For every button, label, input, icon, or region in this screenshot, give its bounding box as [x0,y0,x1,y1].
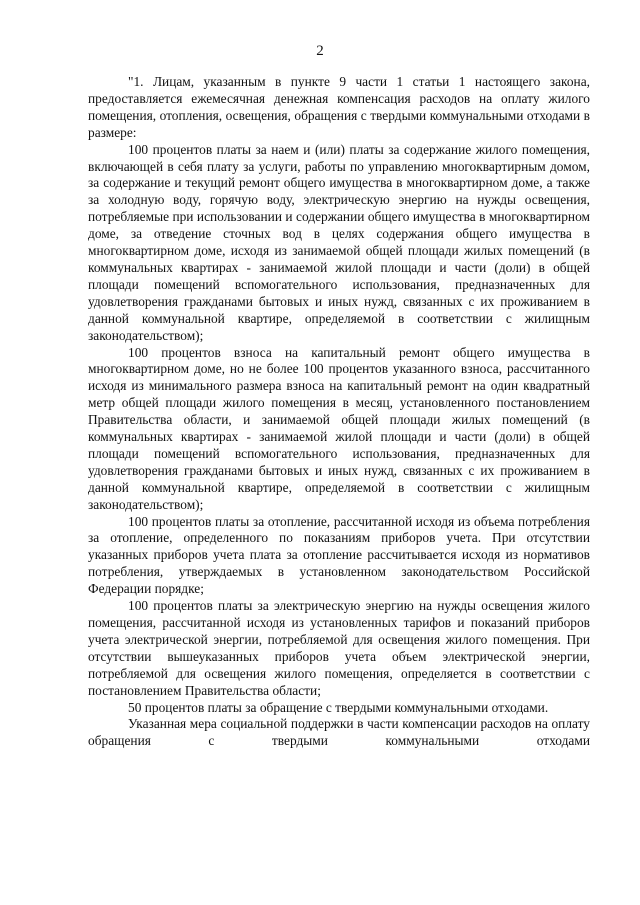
page-number: 2 [316,43,324,59]
paragraph-continued: Указанная мера социальной поддержки в части компенсации расходов на оплату обращения с твердыми коммунальными отходами [88,716,590,749]
document-body [88,74,590,750]
paragraph-waste: 50 процентов платы за обращение с твердыми коммунальными отходами. [128,699,549,715]
paragraph-housing-fee: 100 процентов платы за наем и (или) платы за содержание жилого помещения, включающей в себя плату за услуги, работы по управлению многоквартирным домом, за содержание и текущий ремонт общего имущества в многоквартирном доме, а также за холодную воду, горячую воду, электрическую энергию на нужды освещения, потребляемые при использовании и содержании общего имущества в многоквартирном доме, за отведение сточных вод в целях содержания общего имущества в многоквартирном доме, исходя из занимаемой общей площади жилых помещений (в коммунальных квартирах - занимаемой жилой площади и части (доли) в общей площади помещений вспомогательного использования, предназначенных для удовлетворения гражданами бытовых и иных нужд, связанных с их проживанием в данной коммунальной квартире, определяемой в соответствии с жилищным законодательством); [88,141,590,343]
paragraph-capital-repair: 100 процентов взноса на капитальный ремонт общего имущества в многоквартирном доме, но не более 100 процентов указанного взноса, рассчитанного исходя из минимального размера взноса на капитальный ремонт на один квадратный метр общей площади жилого помещения в месяц, установленного постановлением Правительства области, и занимаемой общей площади жилых помещений (в коммунальных квартирах - занимаемой жилой площади и части (доли) в общей площади помещений вспомогательного использования, предназначенных для удовлетворения гражданами бытовых и иных нужд, связанных с их проживанием в данной коммунальной квартире, определяемой в соответствии с жилищным законодательством); [88,344,590,512]
paragraph-electricity: 100 процентов платы за электрическую энергию на нужды освещения жилого помещения, рассчитанной исходя из установленных тарифов и показаний приборов учета электрической энергии, потребляемой для освещения жилого помещения. При отсутствии вышеуказанных приборов учета объем электрической энергии, потребляемой для освещения жилого помещения, определяется в соответствии с постановлением Правительства области; [88,598,590,698]
paragraph-intro: "1. Лицам, указанным в пункте 9 части 1 статьи 1 настоящего закона, предоставляется ежемесячная денежная компенсация расходов на оплату жилого помещения, отопления, освещения, обращения с твердыми коммунальными отходами в размере: [88,74,590,140]
paragraph-heating: 100 процентов платы за отопление, рассчитанной исходя из объема потребления за отопление, определенного по показаниям приборов учета. При отсутствии указанных приборов учета плата за отопление рассчитывается исходя из нормативов потребления, утверждаемых в установленном законодательством Российской Федерации порядке; [88,513,590,597]
